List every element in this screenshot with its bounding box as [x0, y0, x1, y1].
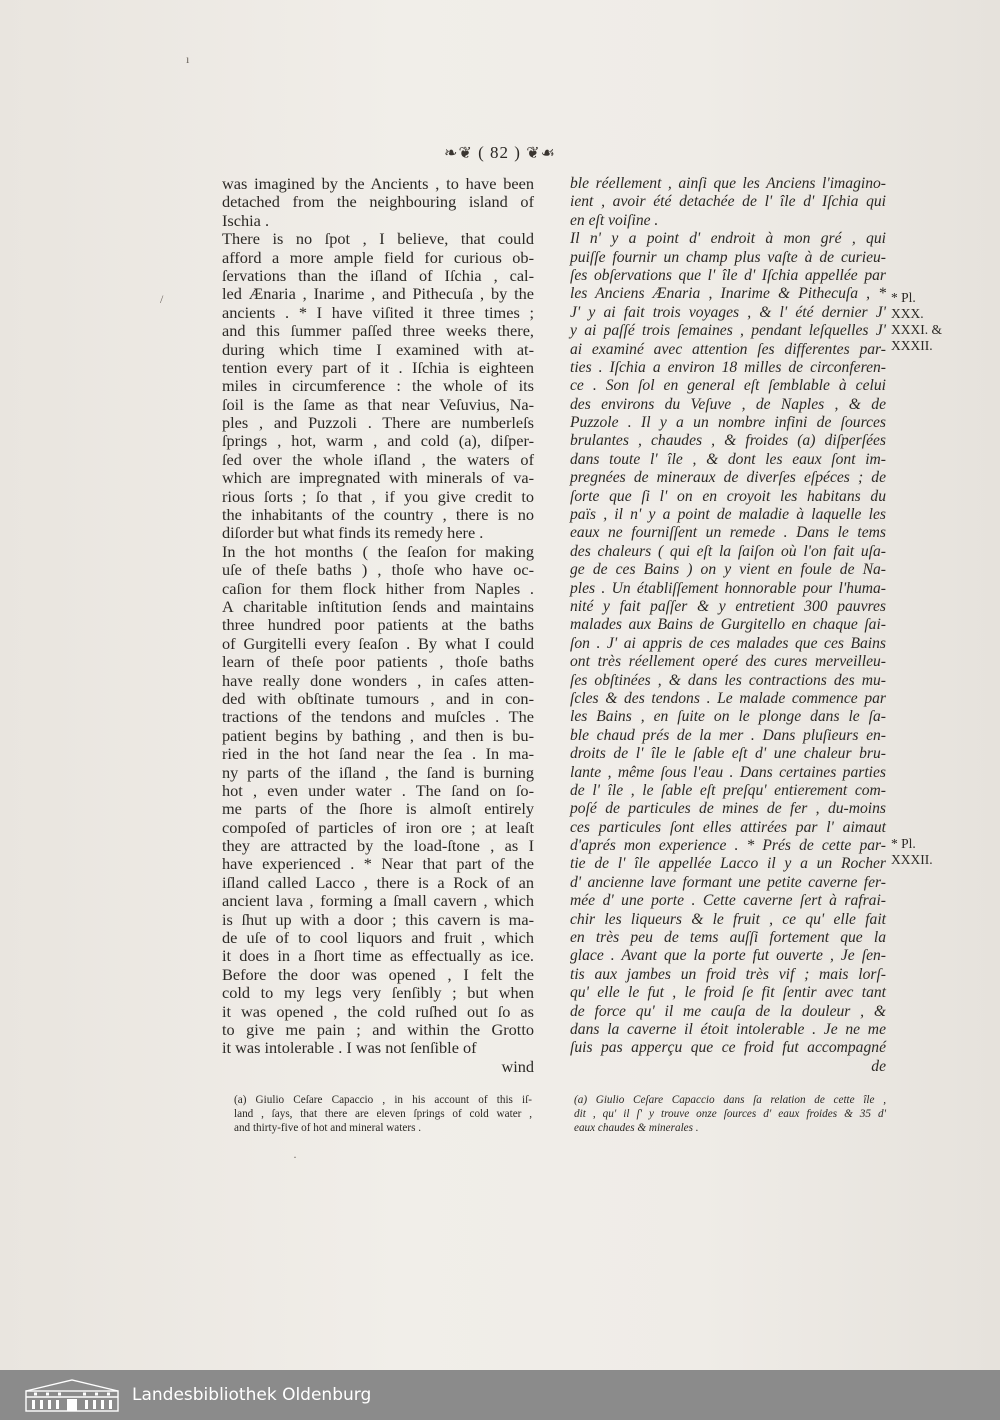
page-number: ( 82 )	[478, 143, 521, 162]
text-line: which are impregnated with minerals of va-	[222, 468, 534, 488]
text-line: Before the door was opened , I felt the	[222, 964, 534, 984]
text-line: to give me pain ; and within the Grotto	[222, 1019, 534, 1039]
text-line: chir les liqueurs & le fruit , ce qu' elle fait	[570, 910, 886, 928]
text-line: it does in a ſhort time as effectually as ice.	[222, 946, 534, 966]
text-line: qu' elle le fut , le froid ſe fit ſentir avec tant	[570, 984, 886, 1002]
text-line: hot , even under water . The ſand on ſo-	[222, 780, 534, 800]
text-line: ble chaud prés de la mer . Dans pluſieurs en-	[570, 726, 886, 744]
text-line: Ischia .	[222, 210, 270, 230]
text-line: afford a more ample field for curious ob-	[222, 247, 534, 267]
text-line: ge de ces Bains ) on y vient en foule de Na-	[570, 561, 886, 579]
text-line: ai examiné avec attention ſes differentes par-	[570, 340, 886, 358]
text-line: A charitable inſtitution ſends and maintains	[222, 596, 534, 616]
text-line: (a) Giulio Ceſare Capaccio , in his account of this iſ-	[234, 1094, 532, 1106]
text-line: droits de l' île le ſable eſt d' une chaleur bru-	[570, 745, 886, 763]
text-line: compoſed of particles of iron ore ; at leaſt	[222, 817, 534, 837]
text-line: ble réellement , ainſi que les Anciens l'imagino-	[570, 175, 886, 192]
page-mark: /	[160, 292, 164, 306]
margin-note-line: XXX.	[891, 306, 924, 321]
text-line: ſervations than the iſland of Iſchia , cal-	[222, 265, 534, 285]
text-line: ce . Son ſol en general eſt ſemblable à celui	[570, 377, 886, 395]
library-name: Landesbibliothek Oldenburg	[132, 1385, 372, 1405]
text-line: nité y fait paſſer & y entretient 300 pauvres	[570, 597, 886, 615]
text-line: led Ænaria , Inarime , and Pithecuſa , by the	[222, 284, 534, 304]
text-line: ples . Un établiſſement honnorable pour l'huma-	[570, 579, 886, 597]
text-line: ſed over the whole iſland , the waters of	[222, 449, 534, 469]
text-line: and this ſummer paſſed three weeks there,	[222, 321, 534, 341]
library-footer-bar	[0, 1370, 1000, 1420]
text-line: des environs du Veſuve , de Naples , & de	[570, 395, 886, 413]
text-line: ſes obſtinées , & dans les contractions des mu-	[570, 671, 886, 689]
text-line: ſuis pas apperçu que ce froid fut accompagné	[570, 1039, 886, 1057]
text-line: (a) Giulio Ceſare Capaccio dans ſa relation de cette île ,	[574, 1094, 886, 1106]
english-text-column	[222, 175, 534, 1076]
text-line: d'aprés mon experience . * Prés de cette par-	[570, 837, 886, 855]
text-line: de uſe of to cool liquors and fruit , which	[222, 928, 534, 948]
text-line: caſion for them flock hither from Naples .	[222, 578, 534, 598]
text-line: Il n' y a point d' endroit à mon gré , qui	[570, 230, 886, 248]
text-line: they are attracted by the load-ſtone , as I	[222, 836, 534, 856]
text-line: tie de l' île appellée Lacco il y a un Rocher	[570, 855, 886, 873]
text-line: eaux chaudes & minerales .	[574, 1122, 699, 1135]
text-line: during which time I examined with at-	[222, 339, 534, 359]
text-line: me parts of the ſhore is almoſt entirely	[222, 799, 534, 819]
library-building-icon	[22, 1377, 122, 1413]
page-mark: ı	[186, 52, 190, 66]
text-line: it was intolerable . I was not ſenſible of	[222, 1038, 477, 1058]
text-line: detached from the neighbouring island of	[222, 192, 534, 212]
text-line: land , ſays, that there are eleven ſprings of cold water ,	[234, 1108, 532, 1121]
text-line: ſorte que ſi l' on en croyoit les habitans du	[570, 487, 886, 505]
text-line: ient , avoir été detachée de l' île d' Iſchia qui	[570, 193, 886, 211]
text-line: dans toute l' île , & dont les eaux ſont im-	[570, 450, 886, 468]
french-text-column	[570, 175, 886, 1076]
page-mark: ·	[293, 1150, 297, 1164]
text-line: tention every part of it . Iſchia is eighteen	[222, 357, 534, 377]
french-footnote	[574, 1093, 886, 1136]
text-line: brulantes , chaudes , & froides (a) diſperſées	[570, 432, 886, 450]
text-line: rious ſorts ; ſo that , if you give credit to	[222, 486, 534, 506]
right-ornament-icon: ❦☙	[526, 145, 556, 162]
text-line: des chaleurs ( qui eſt la ſaiſon où l'on fait uſa-	[570, 542, 886, 560]
margin-note-plates-xxx-xxxii	[891, 290, 942, 354]
text-line: les Anciens Ænaria , Inarime & Pithecuſa , *	[570, 285, 886, 303]
margin-note-plate-xxxii	[891, 836, 933, 868]
text-line: eaux ne fourniſſent un remede . Dans le tems	[570, 524, 886, 542]
margin-note-line: XXXII.	[891, 338, 933, 353]
text-line: ſoil is the ſame as that near Veſuvius, Na-	[222, 394, 534, 414]
text-line: pregnées de mineraux de diverſes eſpéces ; de	[570, 469, 886, 487]
text-line: wind	[501, 1056, 534, 1076]
margin-note-line: * Pl.	[891, 290, 916, 305]
text-line: uſe of theſe baths ) , thoſe who have oc-	[222, 560, 534, 580]
text-line: dit , qu' il ſ' y trouve onze ſources d' eaux froides & 35 d'	[574, 1108, 886, 1121]
text-line: de l' île , le ſable eſt preſqu' entierement com-	[570, 781, 886, 799]
text-line: patient begins by bathing , and then is bu-	[222, 725, 534, 745]
text-line: ſon . J' ai appris de ces malades que ces Bains	[570, 634, 886, 652]
text-line: it was opened , the cold ruſhed out ſo as	[222, 1001, 534, 1021]
text-line: ancient lava , forming a ſmall cavern , which	[222, 891, 534, 911]
text-line: ried in the hot ſand near the ſea . In ma-	[222, 744, 534, 764]
text-line: miles in circumference : the whole of its	[222, 376, 534, 396]
text-line: There is no ſpot , I believe, that could	[222, 229, 534, 249]
text-line: In the hot months ( the ſeaſon for making	[222, 541, 534, 561]
text-line: ont très réellement operé des cures merveilleu-	[570, 653, 886, 671]
english-footnote	[234, 1093, 532, 1136]
text-line: malades aux Bains de Gurgitello en chaque ſai-	[570, 616, 886, 634]
text-line: les Bains , en ſuite on le plonge dans le ſa-	[570, 708, 886, 726]
text-line: puiſſe fournir un champ plus vaſte à de curieu-	[570, 248, 886, 266]
text-line: ſprings , hot, warm , and cold (a), diſper-	[222, 431, 534, 451]
text-line: ancients . * I have viſited it three times ;	[222, 302, 534, 322]
page-header	[0, 143, 1000, 163]
text-line: d' ancienne lave formant une petite caverne fer-	[570, 873, 886, 891]
text-line: iſland called Lacco , there is a Rock of an	[222, 872, 534, 892]
text-line: ſes obſervations que l' île d' Iſchia appellée par	[570, 266, 886, 284]
text-line: learn of theſe poor patients , thoſe baths	[222, 652, 534, 672]
text-line: and thirty-five of hot and mineral waters .	[234, 1122, 422, 1135]
text-line: de	[871, 1057, 886, 1075]
text-line: y ai paſſé trois ſemaines , pendant leſquelles J'	[570, 322, 886, 340]
text-line: païs , il n' y a point de maladie à laquelle les	[570, 506, 886, 524]
text-line: of Gurgitelli every ſeaſon . By what I could	[222, 633, 534, 653]
text-line: tractions of the tendons and muſcles . The	[222, 707, 534, 727]
text-line: diſorder but what finds its remedy here .	[222, 523, 484, 543]
text-line: have really done wonders , in caſes atten-	[222, 670, 534, 690]
text-line: dans la caverne il étoit intolerable . Je ne me	[570, 1020, 886, 1038]
left-ornament-icon: ❧❦	[444, 145, 473, 162]
margin-note-line: XXXII.	[891, 852, 933, 867]
text-line: ny parts of the iſland , the ſand is burning	[222, 762, 534, 782]
text-line: J' y ai fait trois voyages , & l' été dernier J'	[570, 303, 886, 321]
text-line: poſé de particules de mines de fer , du-moins	[570, 800, 886, 818]
text-line: ſcles & des tendons . Le malade commence par	[570, 689, 886, 707]
text-line: Puzzole . Il y a un nombre infini de ſources	[570, 414, 886, 432]
text-line: ties . Iſchia a environ 18 milles de circonferen-	[570, 358, 886, 376]
text-line: have experienced . * Near that part of the	[222, 854, 534, 874]
text-line: mée d' une porte . Cette caverne ſert à rafrai-	[570, 892, 886, 910]
margin-note-line: XXXI. &	[891, 322, 942, 337]
text-line: is ſhut up with a door ; this cavern is ma-	[222, 909, 534, 929]
text-line: tis aux jambes un froid très vif ; mais lorſ-	[570, 965, 886, 983]
text-line: three hundred poor patients at the baths	[222, 615, 534, 635]
text-line: cold to my legs very ſenſibly ; but when	[222, 983, 534, 1003]
text-line: lante , même ſous l'eau . Dans certaines parties	[570, 763, 886, 781]
text-line: en très peu de tems auſſi fortement que la	[570, 929, 886, 947]
text-line: en eſt voiſine .	[570, 211, 659, 229]
margin-note-line: * Pl.	[891, 836, 916, 851]
text-line: ces particules ſont elles attirées par l' aimaut	[570, 818, 886, 836]
text-line: ded with obſtinate tumours , and in con-	[222, 688, 534, 708]
text-line: de force qu' il me cauſa de la douleur , &	[570, 1002, 886, 1020]
text-line: was imagined by the Ancients , to have been	[222, 174, 534, 193]
text-line: glace . Avant que la porte fut ouverte , Je ſen-	[570, 947, 886, 965]
text-line: ples , and Puzzoli . There are numberleſs	[222, 413, 534, 433]
text-line: the inhabitants of the country , there is no	[222, 505, 534, 525]
